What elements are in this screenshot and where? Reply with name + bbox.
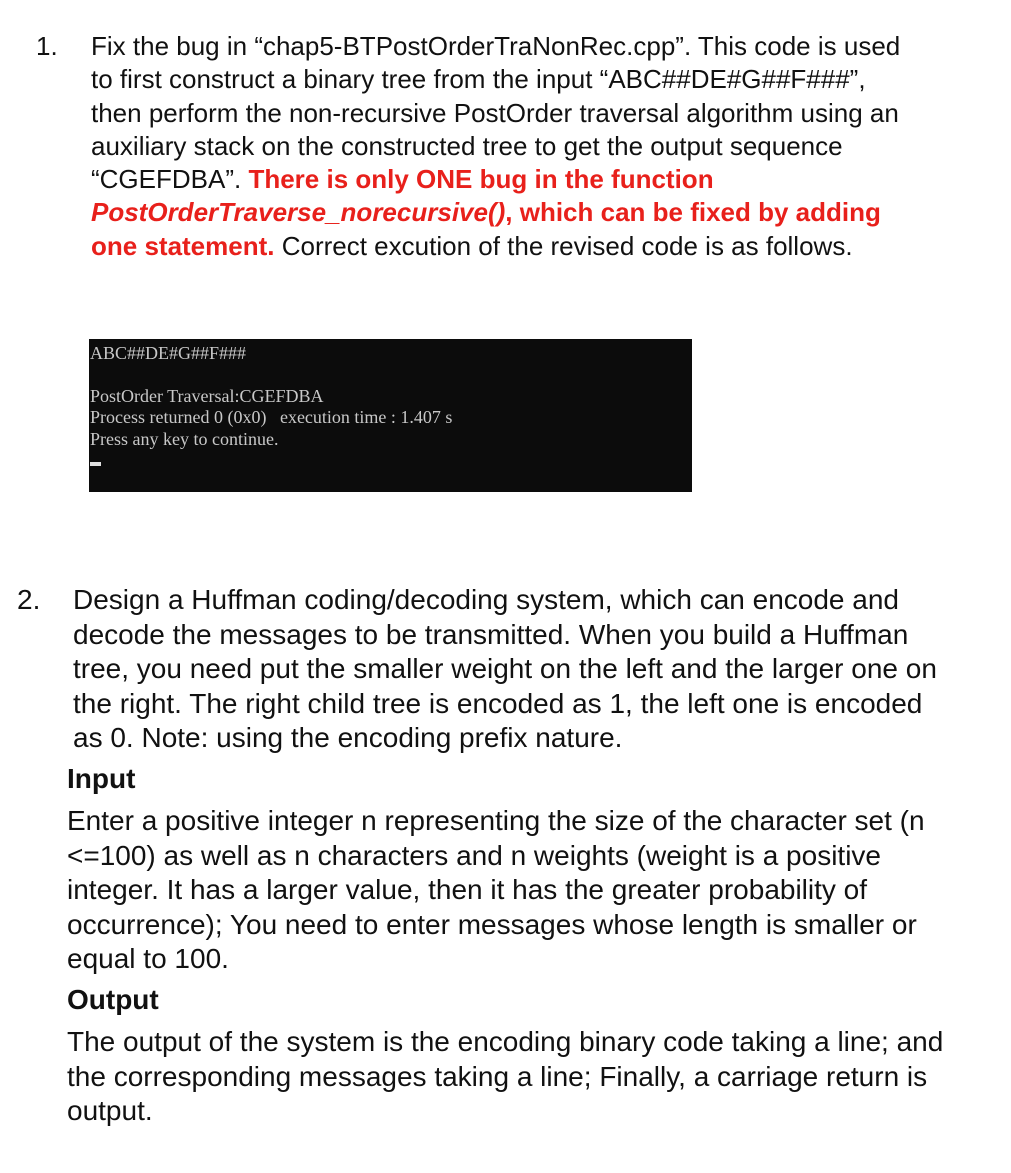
console-line-process: Process returned 0 (0x0) execution time : 1.407 s [90,407,453,427]
console-line-result: PostOrder Traversal:CGEFDBA [90,386,324,406]
question-1-highlight-part1: There is only ONE bug in the function [248,164,714,195]
console-cursor [90,462,101,466]
console-line-input: ABC##DE#G##F### [90,343,247,363]
question-1-text [91,30,921,263]
output-heading: Output [67,984,159,1015]
input-heading: Input [67,763,136,794]
question-1-tail: Correct excution of the revised code is as follows. [274,230,853,261]
console-output-screenshot [89,339,692,492]
question-2-number: 2. [17,584,41,615]
output-description: The output of the system is the encoding binary code taking a line; and the corresponding messages taking a line; Finally, a carriage return is output. [67,1026,944,1126]
question-1-highlight-part2: , which can be fixed by adding one statement. [91,197,881,261]
question-2-text: Design a Huffman coding/decoding system, which can encode and decode the messages to be transmitted. When you build a Huffman tree, you need put the smaller weight on the left and the larger one on the right. The right child tree is encoded as 1, the left one is encoded as 0. Note: using the encoding prefix nature. [73,584,937,753]
question-1-intro: Fix the bug in “chap5-BTPostOrderTraNonRec.cpp”. This code is used to first construct a binary tree from the input “ABC##DE#G##F###”, then perform the non-recursive PostOrder traversal algorithm using an auxiliary stack on the constructed tree to get the output sequence “CGEFDBA”. [91,31,901,195]
console-line-press-key: Press any key to continue. [90,429,279,449]
question-1-function-name: PostOrderTraverse_norecursive() [91,197,506,228]
question-1-number: 1. [36,31,58,61]
input-description: Enter a positive integer n representing the size of the character set (n <=100) as well as n characters and n weights (weight is a positive integer. It has a larger value, then it has the greater probability of occurrence); You need to enter messages whose length is smaller or equal to 100. [67,805,925,974]
